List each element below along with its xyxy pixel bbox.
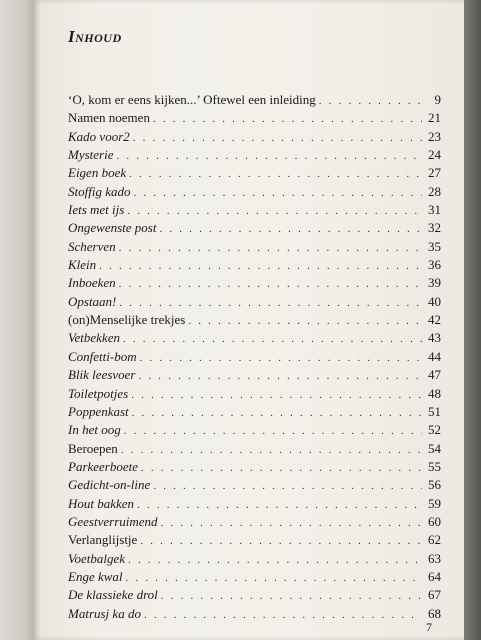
toc-entry bbox=[68, 386, 441, 404]
dot-leader bbox=[133, 132, 422, 144]
dot-leader bbox=[153, 113, 422, 125]
toc-entry-page-number: 27 bbox=[428, 165, 441, 181]
toc-entry-title: Ongewenste post bbox=[68, 220, 157, 236]
toc-entry-title: Beroepen bbox=[68, 440, 118, 456]
toc-entry-page-number: 32 bbox=[428, 220, 441, 236]
dot-leader bbox=[124, 425, 422, 437]
book-page bbox=[34, 0, 464, 640]
toc-entry-title: Vetbekken bbox=[68, 330, 120, 346]
toc-entry bbox=[68, 349, 441, 367]
toc-entry-title: Stoffig kado bbox=[68, 183, 131, 199]
toc-entry-title: Scherven bbox=[68, 238, 116, 254]
dot-leader bbox=[126, 572, 422, 584]
toc-entry-page-number: 31 bbox=[428, 202, 441, 218]
toc-entry-title: ‘O, kom er eens kijken...’ Oftewel een inleiding bbox=[68, 92, 316, 107]
toc-entry-title: Gedicht-on-line bbox=[68, 477, 151, 493]
toc-entry bbox=[68, 532, 441, 550]
toc-entry-page-number: 55 bbox=[428, 458, 441, 474]
toc-entry-page-number: 42 bbox=[428, 312, 441, 328]
toc-entry-page-number: 52 bbox=[428, 422, 441, 438]
toc-entry-page-number: 9 bbox=[434, 92, 441, 107]
table-of-contents bbox=[68, 92, 441, 624]
toc-entry-page-number: 21 bbox=[428, 110, 441, 126]
toc-entry bbox=[68, 514, 441, 532]
toc-entry bbox=[68, 184, 441, 202]
toc-entry bbox=[68, 275, 441, 293]
toc-entry bbox=[68, 147, 441, 165]
toc-entry bbox=[68, 312, 441, 330]
dot-leader bbox=[133, 187, 422, 199]
dot-leader bbox=[99, 260, 422, 272]
toc-entry-title: Blik leesvoer bbox=[68, 367, 136, 383]
previous-page-edge bbox=[0, 0, 34, 640]
toc-entry-title: Confetti-bom bbox=[68, 348, 137, 364]
toc-entry-title: Kado voor2 bbox=[68, 128, 130, 144]
toc-entry-page-number: 35 bbox=[428, 238, 441, 254]
dot-leader bbox=[140, 352, 422, 364]
dot-leader bbox=[137, 499, 422, 511]
dot-leader bbox=[144, 609, 422, 621]
dot-leader bbox=[131, 389, 422, 401]
dot-leader bbox=[140, 535, 422, 547]
dot-leader bbox=[159, 223, 422, 235]
toc-entry-page-number: 40 bbox=[428, 293, 441, 309]
toc-entry-page-number: 36 bbox=[428, 257, 441, 273]
toc-entry-title: Opstaan! bbox=[68, 293, 117, 309]
toc-entry-page-number: 59 bbox=[428, 495, 441, 511]
dot-leader bbox=[141, 462, 422, 474]
dot-leader bbox=[153, 480, 422, 492]
toc-entry-page-number: 64 bbox=[428, 568, 441, 584]
dot-leader bbox=[123, 333, 422, 345]
dot-leader bbox=[127, 205, 422, 217]
toc-entry-title: (on)Menselijke trekjes bbox=[68, 312, 186, 328]
toc-entry bbox=[68, 477, 441, 495]
dot-leader bbox=[129, 168, 422, 180]
toc-entry-page-number: 23 bbox=[428, 128, 441, 144]
toc-entry-page-number: 51 bbox=[428, 403, 441, 419]
dot-leader bbox=[161, 590, 422, 602]
toc-entry bbox=[68, 165, 441, 183]
toc-entry-page-number: 28 bbox=[428, 183, 441, 199]
toc-entry-title: Namen noemen bbox=[68, 110, 150, 126]
toc-entry bbox=[68, 202, 441, 220]
dot-leader bbox=[139, 370, 423, 382]
toc-entry-page-number: 56 bbox=[428, 477, 441, 493]
toc-entry-page-number: 44 bbox=[428, 348, 441, 364]
toc-entry bbox=[68, 422, 441, 440]
toc-entry-page-number: 47 bbox=[428, 367, 441, 383]
toc-entry bbox=[68, 367, 441, 385]
dot-leader bbox=[116, 150, 422, 162]
dot-leader bbox=[319, 95, 422, 107]
toc-entry bbox=[68, 569, 441, 587]
toc-entry-title: Toiletpotjes bbox=[68, 385, 129, 401]
background-surface bbox=[464, 0, 481, 640]
toc-entry-title: Voetbalgek bbox=[68, 550, 126, 566]
toc-entry bbox=[68, 496, 441, 514]
page-number: 7 bbox=[426, 620, 432, 634]
toc-entry bbox=[68, 129, 441, 147]
toc-entry bbox=[68, 587, 441, 605]
dot-leader bbox=[132, 407, 422, 419]
toc-entry-title: Iets met ijs bbox=[68, 202, 125, 218]
toc-entry-page-number: 43 bbox=[428, 330, 441, 346]
toc-entry-title: Matrusj ka do bbox=[68, 605, 141, 621]
toc-entry-title: Klein bbox=[68, 257, 97, 273]
toc-entry-page-number: 48 bbox=[428, 385, 441, 401]
dot-leader bbox=[119, 297, 422, 309]
toc-entry bbox=[68, 92, 441, 110]
toc-entry bbox=[68, 257, 441, 275]
dot-leader bbox=[188, 315, 422, 327]
toc-entry-title: Poppenkast bbox=[68, 403, 129, 419]
toc-entry bbox=[68, 404, 441, 422]
toc-entry-title: Parkeerboete bbox=[68, 458, 139, 474]
toc-entry-title: Verlanglijstje bbox=[68, 532, 138, 548]
toc-entry-page-number: 24 bbox=[428, 147, 441, 163]
toc-entry-title: De klassieke drol bbox=[68, 587, 158, 603]
toc-entry-title: Inboeken bbox=[68, 275, 116, 291]
toc-entry-title: Enge kwal bbox=[68, 568, 123, 584]
toc-entry-page-number: 54 bbox=[428, 440, 441, 456]
toc-entry bbox=[68, 239, 441, 257]
toc-entry-page-number: 68 bbox=[428, 605, 441, 621]
dot-leader bbox=[161, 517, 422, 529]
toc-entry bbox=[68, 551, 441, 569]
page-heading: Inhoud bbox=[68, 27, 122, 46]
toc-entry bbox=[68, 110, 441, 128]
dot-leader bbox=[121, 444, 422, 456]
toc-entry-title: Eigen boek bbox=[68, 165, 127, 181]
toc-entry-page-number: 62 bbox=[428, 532, 441, 548]
toc-entry-title: Mysterie bbox=[68, 147, 114, 163]
toc-entry-page-number: 63 bbox=[428, 550, 441, 566]
toc-entry bbox=[68, 220, 441, 238]
toc-entry-page-number: 60 bbox=[428, 513, 441, 529]
dot-leader bbox=[128, 554, 422, 566]
toc-entry-title: Geestverruimend bbox=[68, 513, 158, 529]
toc-entry-title: In het oog bbox=[68, 422, 121, 438]
dot-leader bbox=[119, 242, 422, 254]
dot-leader bbox=[119, 278, 422, 290]
toc-entry-page-number: 39 bbox=[428, 275, 441, 291]
toc-entry bbox=[68, 459, 441, 477]
toc-entry bbox=[68, 294, 441, 312]
toc-entry bbox=[68, 606, 441, 624]
toc-entry-page-number: 67 bbox=[428, 587, 441, 603]
toc-entry bbox=[68, 441, 441, 459]
toc-entry-title: Hout bakken bbox=[68, 495, 135, 511]
toc-entry bbox=[68, 330, 441, 348]
